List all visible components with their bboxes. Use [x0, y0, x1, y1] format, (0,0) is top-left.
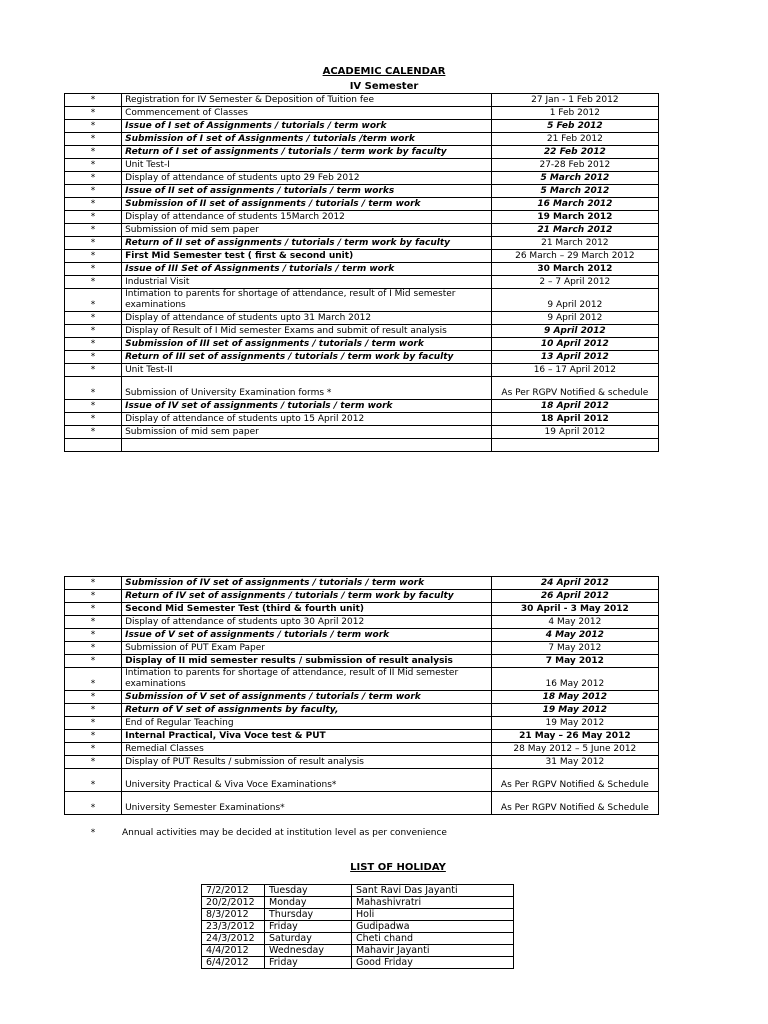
activity-cell: Issue of II set of assignments / tutorials / term works: [122, 185, 492, 198]
holiday-day: Wednesday: [265, 945, 352, 957]
holiday-name: Mahashivratri: [352, 897, 514, 909]
calendar-row: [65, 377, 659, 400]
row-marker: *: [65, 704, 122, 717]
date-cell: As Per RGPV Notified & Schedule: [491, 769, 658, 792]
date-cell: 30 April - 3 May 2012: [491, 603, 658, 616]
activity-cell: First Mid Semester test ( first & second unit): [122, 250, 492, 263]
holiday-name: Mahavir Jayanti: [352, 945, 514, 957]
holiday-date: 6/4/2012: [202, 957, 265, 969]
activity-cell: Registration for IV Semester & Deposition of Tuition fee: [122, 94, 492, 107]
row-marker: *: [65, 338, 122, 351]
row-marker: *: [65, 276, 122, 289]
activity-cell: Issue of V set of assignments / tutorials / term work: [122, 629, 492, 642]
date-cell: 18 April 2012: [491, 400, 658, 413]
date-cell: 18 May 2012: [491, 691, 658, 704]
calendar-row: [65, 730, 659, 743]
activity-cell: Submission of mid sem paper: [122, 224, 492, 237]
row-marker: *: [65, 146, 122, 159]
row-marker: *: [65, 413, 122, 426]
holiday-name: Gudipadwa: [352, 921, 514, 933]
date-cell: 21 Feb 2012: [491, 133, 658, 146]
calendar-row: [65, 172, 659, 185]
calendar-row: [65, 250, 659, 263]
activity-cell: Internal Practical, Viva Voce test & PUT: [122, 730, 492, 743]
holiday-date: 7/2/2012: [202, 885, 265, 897]
row-marker: *: [65, 325, 122, 338]
calendar-row: [65, 159, 659, 172]
activity-cell: Issue of III Set of Assignments / tutorials / term work: [122, 263, 492, 276]
calendar-row: [65, 413, 659, 426]
calendar-row: [65, 426, 659, 439]
date-cell: 19 May 2012: [491, 704, 658, 717]
holiday-date: 24/3/2012: [202, 933, 265, 945]
date-cell: 5 Feb 2012: [491, 120, 658, 133]
calendar-row: [65, 325, 659, 338]
activity-cell: Submission of II set of assignments / tutorials / term work: [122, 198, 492, 211]
activity-cell: Submission of University Examination forms *: [122, 377, 492, 400]
holiday-table: [201, 884, 514, 969]
date-cell: 16 – 17 April 2012: [491, 364, 658, 377]
row-marker: *: [65, 590, 122, 603]
row-marker: *: [65, 668, 122, 691]
date-cell: 26 April 2012: [491, 590, 658, 603]
holiday-row: [202, 945, 514, 957]
holiday-date: 4/4/2012: [202, 945, 265, 957]
date-cell: 9 April 2012: [491, 312, 658, 325]
date-cell: 9 April 2012: [491, 325, 658, 338]
calendar-row: [65, 107, 659, 120]
activity-cell: Return of V set of assignments by faculty,: [122, 704, 492, 717]
date-cell: 19 March 2012: [491, 211, 658, 224]
calendar-row: [65, 792, 659, 815]
row-marker: *: [65, 364, 122, 377]
activity-cell: Industrial Visit: [122, 276, 492, 289]
calendar-row: [65, 668, 659, 691]
row-marker: *: [65, 198, 122, 211]
date-cell: 21 May – 26 May 2012: [491, 730, 658, 743]
holiday-row: [202, 921, 514, 933]
academic-calendar-table-2: [64, 576, 659, 815]
holiday-row: [202, 909, 514, 921]
date-cell: 26 March – 29 March 2012: [491, 250, 658, 263]
activity-cell: Issue of IV set of assignments / tutorials / term work: [122, 400, 492, 413]
holiday-day: Tuesday: [265, 885, 352, 897]
calendar-row: [65, 237, 659, 250]
date-cell: 4 May 2012: [491, 629, 658, 642]
row-marker: *: [65, 289, 122, 312]
row-marker: *: [65, 577, 122, 590]
row-marker: *: [65, 172, 122, 185]
calendar-row: [65, 263, 659, 276]
calendar-row: [65, 616, 659, 629]
holiday-date: 8/3/2012: [202, 909, 265, 921]
date-cell: 4 May 2012: [491, 616, 658, 629]
date-cell: 9 April 2012: [491, 289, 658, 312]
activity-cell: End of Regular Teaching: [122, 717, 492, 730]
date-cell: 27 Jan - 1 Feb 2012: [491, 94, 658, 107]
holiday-row: [202, 933, 514, 945]
calendar-row: [65, 198, 659, 211]
date-cell: 1 Feb 2012: [491, 107, 658, 120]
calendar-row: [65, 224, 659, 237]
date-cell: 21 March 2012: [491, 224, 658, 237]
footnote: [64, 828, 659, 839]
row-marker: *: [65, 616, 122, 629]
date-cell: 16 May 2012: [491, 668, 658, 691]
row-marker: [65, 439, 122, 452]
calendar-row: [65, 577, 659, 590]
date-cell: 28 May 2012 – 5 June 2012: [491, 743, 658, 756]
activity-cell: Return of IV set of assignments / tutorials / term work by faculty: [122, 590, 492, 603]
calendar-row: [65, 185, 659, 198]
activity-cell: Submission of IV set of assignments / tutorials / term work: [122, 577, 492, 590]
calendar-row: [65, 769, 659, 792]
activity-cell: Issue of I set of Assignments / tutorials / term work: [122, 120, 492, 133]
date-cell: As Per RGPV Notified & Schedule: [491, 792, 658, 815]
row-marker: *: [65, 655, 122, 668]
calendar-row: [65, 743, 659, 756]
calendar-row: [65, 691, 659, 704]
row-marker: *: [65, 717, 122, 730]
calendar-row: [65, 642, 659, 655]
activity-cell: Return of II set of assignments / tutorials / term work by faculty: [122, 237, 492, 250]
calendar-row: [65, 704, 659, 717]
page-title: ACADEMIC CALENDAR: [322, 66, 446, 77]
holiday-name: Sant Ravi Das Jayanti: [352, 885, 514, 897]
calendar-row: [65, 629, 659, 642]
holiday-day: Thursday: [265, 909, 352, 921]
row-marker: *: [65, 400, 122, 413]
activity-cell: Display of II mid semester results / submission of result analysis: [122, 655, 492, 668]
activity-cell: Display of PUT Results / submission of result analysis: [122, 756, 492, 769]
activity-cell: Return of III set of assignments / tutorials / term work by faculty: [122, 351, 492, 364]
row-marker: *: [65, 224, 122, 237]
holiday-row: [202, 957, 514, 969]
calendar-row: [65, 439, 659, 452]
calendar-row: [65, 289, 659, 312]
row-marker: *: [65, 691, 122, 704]
row-marker: *: [65, 351, 122, 364]
row-marker: *: [65, 159, 122, 172]
date-cell: 5 March 2012: [491, 185, 658, 198]
row-marker: *: [65, 133, 122, 146]
holiday-date: 23/3/2012: [202, 921, 265, 933]
date-cell: 18 April 2012: [491, 413, 658, 426]
holiday-day: Saturday: [265, 933, 352, 945]
holiday-row: [202, 897, 514, 909]
row-marker: *: [65, 603, 122, 616]
academic-calendar-table-1: [64, 93, 659, 452]
calendar-row: [65, 400, 659, 413]
calendar-row: [65, 603, 659, 616]
activity-cell: Submission of mid sem paper: [122, 426, 492, 439]
holiday-name: Good Friday: [352, 957, 514, 969]
activity-cell: Submission of PUT Exam Paper: [122, 642, 492, 655]
activity-cell: Return of I set of assignments / tutorials / term work by faculty: [122, 146, 492, 159]
row-marker: *: [65, 629, 122, 642]
activity-cell: Display of attendance of students upto 29 Feb 2012: [122, 172, 492, 185]
row-marker: *: [65, 250, 122, 263]
activity-cell: Display of attendance of students upto 31 March 2012: [122, 312, 492, 325]
calendar-row: [65, 351, 659, 364]
calendar-row: [65, 146, 659, 159]
date-cell: 10 April 2012: [491, 338, 658, 351]
row-marker: *: [65, 792, 122, 815]
date-cell: As Per RGPV Notified & schedule: [491, 377, 658, 400]
activity-cell: Display of Result of I Mid semester Exams and submit of result analysis: [122, 325, 492, 338]
calendar-row: [65, 655, 659, 668]
row-marker: *: [65, 312, 122, 325]
row-marker: *: [65, 756, 122, 769]
holiday-date: 20/2/2012: [202, 897, 265, 909]
date-cell: 2 – 7 April 2012: [491, 276, 658, 289]
activity-cell: [122, 439, 492, 452]
date-cell: 19 April 2012: [491, 426, 658, 439]
activity-cell: Submission of I set of Assignments / tutorials /term work: [122, 133, 492, 146]
activity-cell: Remedial Classes: [122, 743, 492, 756]
date-cell: 30 March 2012: [491, 263, 658, 276]
holiday-name: Holi: [352, 909, 514, 921]
holiday-day: Friday: [265, 921, 352, 933]
date-cell: 7 May 2012: [491, 642, 658, 655]
holiday-list-title: LIST OF HOLIDAY: [350, 862, 446, 873]
holiday-day: Friday: [265, 957, 352, 969]
date-cell: 27-28 Feb 2012: [491, 159, 658, 172]
activity-cell: Submission of III set of assignments / tutorials / term work: [122, 338, 492, 351]
activity-cell: University Semester Examinations*: [122, 792, 492, 815]
calendar-row: [65, 717, 659, 730]
date-cell: 31 May 2012: [491, 756, 658, 769]
calendar-row: [65, 276, 659, 289]
date-cell: 5 March 2012: [491, 172, 658, 185]
holiday-name: Cheti chand: [352, 933, 514, 945]
row-marker: *: [65, 377, 122, 400]
activity-cell: Submission of V set of assignments / tutorials / term work: [122, 691, 492, 704]
row-marker: *: [65, 426, 122, 439]
calendar-row: [65, 120, 659, 133]
calendar-row: [65, 94, 659, 107]
semester-heading: IV Semester: [349, 81, 419, 92]
date-cell: 16 March 2012: [491, 198, 658, 211]
row-marker: *: [65, 769, 122, 792]
activity-cell: Commencement of Classes: [122, 107, 492, 120]
activity-cell: Display of attendance of students upto 15 April 2012: [122, 413, 492, 426]
row-marker: *: [65, 642, 122, 655]
footnote-text: Annual activities may be decided at institution level as per convenience: [122, 828, 447, 838]
calendar-row: [65, 364, 659, 377]
activity-cell: University Practical & Viva Voce Examinations*: [122, 769, 492, 792]
date-cell: 21 March 2012: [491, 237, 658, 250]
row-marker: *: [65, 120, 122, 133]
holiday-day: Monday: [265, 897, 352, 909]
row-marker: *: [65, 730, 122, 743]
row-marker: *: [65, 185, 122, 198]
activity-cell: Intimation to parents for shortage of attendance, result of I Mid semester examinations: [122, 289, 492, 312]
row-marker: *: [65, 237, 122, 250]
calendar-row: [65, 211, 659, 224]
date-cell: 24 April 2012: [491, 577, 658, 590]
row-marker: *: [65, 743, 122, 756]
holiday-row: [202, 885, 514, 897]
row-marker: *: [65, 94, 122, 107]
activity-cell: Display of attendance of students 15March 2012: [122, 211, 492, 224]
row-marker: *: [65, 107, 122, 120]
activity-cell: Display of attendance of students upto 30 April 2012: [122, 616, 492, 629]
date-cell: [491, 439, 658, 452]
row-marker: *: [65, 211, 122, 224]
date-cell: 22 Feb 2012: [491, 146, 658, 159]
date-cell: 19 May 2012: [491, 717, 658, 730]
calendar-row: [65, 312, 659, 325]
activity-cell: Unit Test-II: [122, 364, 492, 377]
row-marker: *: [65, 263, 122, 276]
calendar-row: [65, 756, 659, 769]
footnote-star: *: [90, 828, 96, 838]
calendar-row: [65, 133, 659, 146]
activity-cell: Intimation to parents for shortage of attendance, result of II Mid semester examinations: [122, 668, 492, 691]
date-cell: 13 April 2012: [491, 351, 658, 364]
calendar-row: [65, 338, 659, 351]
activity-cell: Second Mid Semester Test (third & fourth unit): [122, 603, 492, 616]
activity-cell: Unit Test-I: [122, 159, 492, 172]
calendar-row: [65, 590, 659, 603]
date-cell: 7 May 2012: [491, 655, 658, 668]
